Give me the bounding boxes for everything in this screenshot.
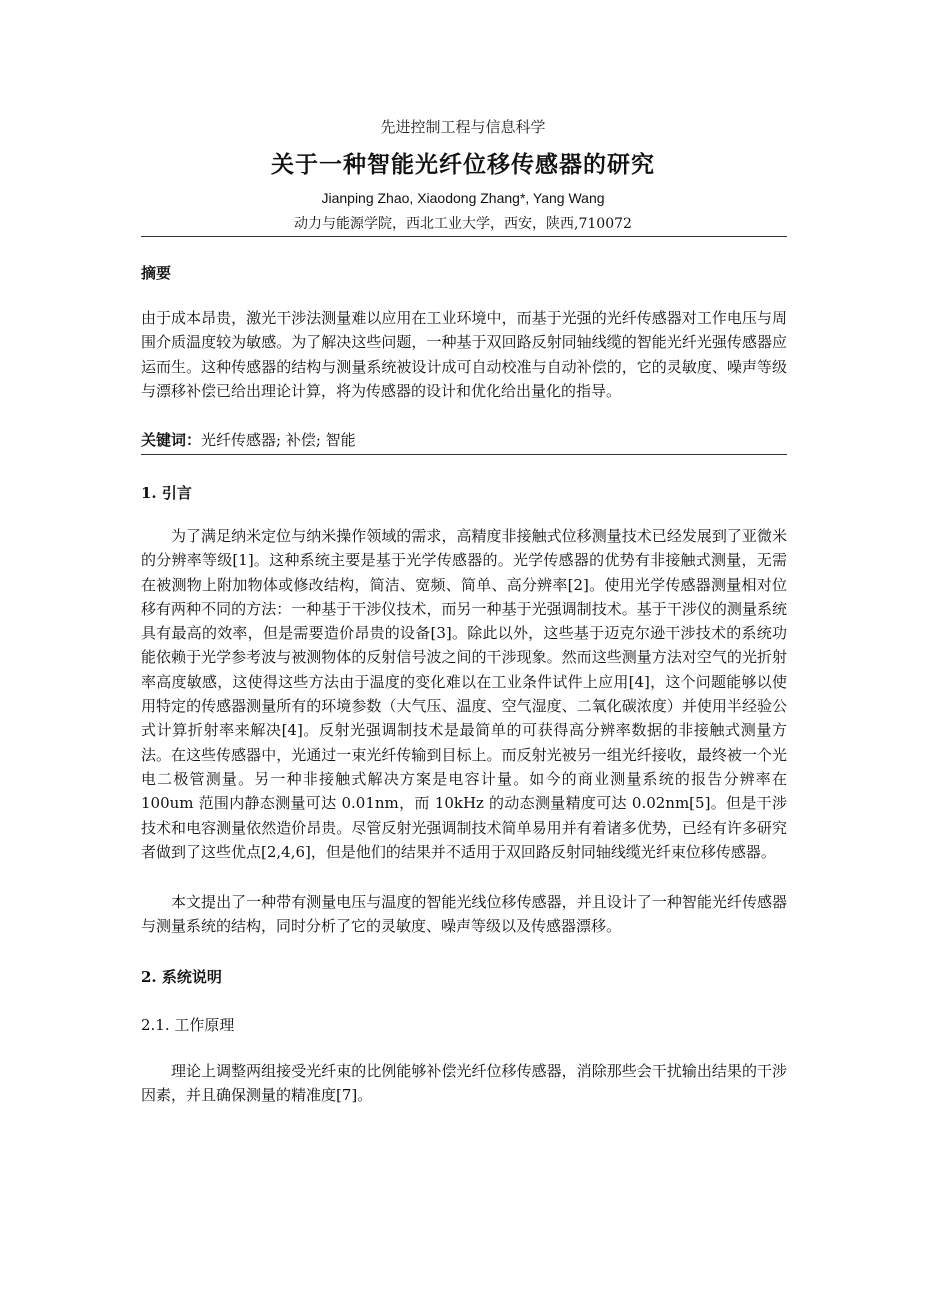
keywords-label: 关键词：	[141, 431, 202, 449]
keywords-line	[141, 428, 787, 452]
intro-heading: 1. 引言	[141, 484, 192, 502]
principle-heading: 2.1. 工作原理	[141, 1016, 235, 1034]
keywords-text: 光纤传感器; 补偿; 智能	[201, 431, 356, 449]
header-divider	[141, 236, 787, 237]
intro-paragraph-2: 本文提出了一种带有测量电压与温度的智能光线位移传感器，并且设计了一种智能光纤传感器与测量系统的结构，同时分析了它的灵敏度、噪声等级以及传感器漂移。	[141, 893, 787, 936]
keywords-divider	[141, 454, 787, 455]
principle-paragraph: 理论上调整两组接受光纤束的比例能够补偿光纤位移传感器，消除那些会干扰输出结果的干涉因素，并且确保测量的精准度[7]。	[141, 1062, 787, 1105]
journal-name: 先进控制工程与信息科学	[380, 118, 546, 136]
affiliation: 动力与能源学院，西北工业大学，西安，陕西,710072	[294, 216, 632, 232]
system-heading: 2. 系统说明	[141, 968, 222, 986]
abstract-text: 由于成本昂贵，激光干涉法测量难以应用在工业环境中，而基于光强的光纤传感器对工作电压与周围介质温度较为敏感。为了解决这些问题，一种基于双回路反射同轴线缆的智能光纤光强传感器应运而生。这种传感器的结构与测量系统被设计成可自动校准与自动补偿的，它的灵敏度、噪声等级与漂移补偿已给出理论计算，将为传感器的设计和优化给出量化的指导。	[141, 309, 787, 400]
intro-paragraph-1: 为了满足纳米定位与纳米操作领域的需求，高精度非接触式位移测量技术已经发展到了亚微米的分辨率等级[1]。这种系统主要是基于光学传感器的。光学传感器的优势有非接触式测量，无需在被测物上附加物体或修改结构，简洁、宽频、简单、高分辨率[2]。使用光学传感器测量相对位移有两种不同的方法：一种基于干涉仪技术，而另一种基于光强调制技术。基于干涉仪的测量系统具有最高的效率，但是需要造价昂贵的设备[3]。除此以外，这些基于迈克尔逊干涉技术的系统功能依赖于光学参考波与被测物体的反射信号波之间的干涉现象。然而这些测量方法对空气的光折射率高度敏感，这使得这些方法由于温度的变化难以在工业条件试件上应用[4]，这个问题能够以使用特定的传感器测量所有的环境参数（大气压、温度、空气湿度、二氧化碳浓度）并使用半经验公式计算折射率来解决[4]。反射光强调制技术是最简单的可获得高分辨率数据的非接触式测量方法。在这些传感器中，光通过一束光纤传输到目标上。而反射光被另一组光纤接收，最终被一个光电二极管测量。另一种非接触式解决方案是电容计量。如今的商业测量系统的报告分辨率在 100um 范围内静态测量可达 0.01nm，而 10kHz 的动态测量精度可达 0.02nm[5]。但是干涉技术和电容测量依然造价昂贵。尽管反射光强调制技术简单易用并有着诸多优势，已经有许多研究者做到了这些优点[2,4,6]，但是他们的结果并不适用于双回路反射同轴线缆光纤束位移传感器。	[141, 527, 787, 861]
author-list: Jianping Zhao, Xiaodong Zhang*, Yang Wang	[321, 190, 605, 206]
paper-title: 关于一种智能光纤位移传感器的研究	[271, 151, 655, 178]
abstract-heading: 摘要	[141, 264, 172, 282]
